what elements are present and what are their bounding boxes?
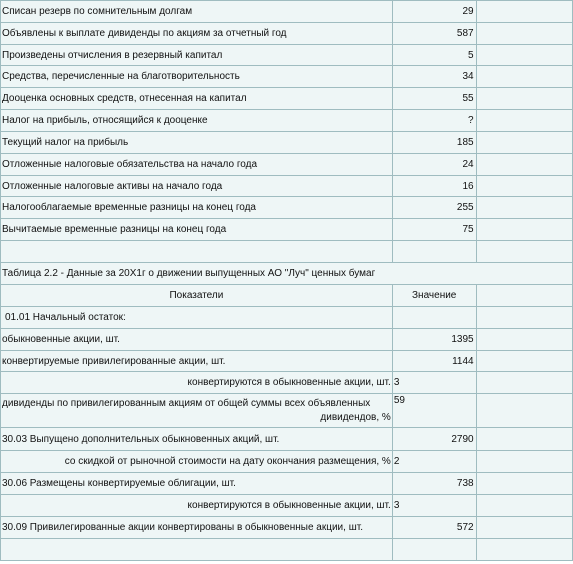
table-row	[1, 176, 573, 197]
cell-empty[interactable]	[476, 154, 572, 176]
cell-label[interactable]: Дооценка основных средств, отнесенная на капитал	[1, 88, 393, 110]
cell-value[interactable]: 587	[392, 23, 476, 45]
table-row	[1, 351, 573, 372]
cell-empty[interactable]	[476, 285, 572, 307]
cell-label[interactable]: Текущий налог на прибыль	[1, 132, 393, 154]
table-row	[1, 539, 573, 561]
cell-value[interactable]: 75	[392, 219, 476, 241]
cell-label[interactable]: конвертируются в обыкновенные акции, шт.	[1, 372, 393, 394]
table-row	[1, 307, 573, 329]
cell-empty[interactable]	[476, 88, 572, 110]
cell-value[interactable]: 2	[392, 451, 476, 473]
cell-label[interactable]: 01.01 Начальный остаток:	[1, 307, 393, 329]
cell-label-line1: дивиденды по привилегированным акциям от общей суммы всех объявленных	[2, 397, 371, 409]
table-row	[1, 372, 573, 394]
cell-empty[interactable]	[476, 241, 572, 263]
table-row	[1, 88, 573, 110]
table-row	[1, 1, 573, 23]
table-row	[1, 473, 573, 495]
table-row	[1, 241, 573, 263]
cell-value[interactable]: 3	[392, 372, 476, 394]
table-row	[1, 23, 573, 45]
cell-empty[interactable]	[1, 539, 393, 561]
cell-label-multiline[interactable]	[1, 394, 393, 428]
cell-label[interactable]: Средства, перечисленные на благотворительность	[1, 66, 393, 88]
cell-value[interactable]: 255	[392, 197, 476, 219]
cell-empty[interactable]	[476, 219, 572, 241]
cell-empty[interactable]	[476, 372, 572, 394]
cell-empty[interactable]	[476, 495, 572, 517]
cell-empty[interactable]	[392, 539, 476, 561]
cell-empty[interactable]	[476, 132, 572, 154]
table-row	[1, 66, 573, 88]
cell-label[interactable]: конвертируются в обыкновенные акции, шт.	[1, 495, 393, 517]
cell-value[interactable]: 572	[392, 517, 476, 539]
cell-label[interactable]: обыкновенные акции, шт.	[1, 329, 393, 351]
cell-label[interactable]: Вычитаемые временные разницы на конец года	[1, 219, 393, 241]
cell-empty[interactable]	[476, 176, 572, 197]
cell-value[interactable]: 5	[392, 45, 476, 66]
table-row	[1, 110, 573, 132]
table-row	[1, 154, 573, 176]
cell-empty[interactable]	[476, 539, 572, 561]
table-title[interactable]: Таблица 2.2 - Данные за 20Х1г о движении выпущенных АО "Луч" ценных бумаг	[1, 263, 573, 285]
cell-empty[interactable]	[476, 23, 572, 45]
cell-value[interactable]: 3	[392, 495, 476, 517]
cell-empty[interactable]	[476, 307, 572, 329]
cell-empty[interactable]	[476, 329, 572, 351]
cell-label[interactable]: 30.03 Выпущено дополнительных обыкновенных акций, шт.	[1, 428, 393, 451]
cell-label[interactable]: Отложенные налоговые обязательства на начало года	[1, 154, 393, 176]
cell-empty[interactable]	[476, 473, 572, 495]
table-row	[1, 394, 573, 428]
cell-value[interactable]: 29	[392, 1, 476, 23]
cell-label[interactable]: Отложенные налоговые активы на начало года	[1, 176, 393, 197]
cell-label[interactable]: конвертируемые привилегированные акции, шт.	[1, 351, 393, 372]
cell-empty[interactable]	[392, 241, 476, 263]
table-row	[1, 329, 573, 351]
cell-empty[interactable]	[476, 1, 572, 23]
cell-value[interactable]: 1395	[392, 329, 476, 351]
cell-value[interactable]	[392, 307, 476, 329]
cell-empty[interactable]	[476, 451, 572, 473]
cell-value[interactable]: 185	[392, 132, 476, 154]
cell-empty[interactable]	[476, 45, 572, 66]
cell-value[interactable]: 24	[392, 154, 476, 176]
cell-value[interactable]: 738	[392, 473, 476, 495]
cell-value[interactable]: 2790	[392, 428, 476, 451]
table-row	[1, 428, 573, 451]
cell-empty[interactable]	[476, 394, 572, 428]
cell-empty[interactable]	[476, 66, 572, 88]
cell-label[interactable]: Произведены отчисления в резервный капитал	[1, 45, 393, 66]
table-row	[1, 45, 573, 66]
table-row	[1, 219, 573, 241]
column-header-indicators[interactable]: Показатели	[1, 285, 393, 307]
table-row	[1, 517, 573, 539]
cell-empty[interactable]	[476, 517, 572, 539]
cell-label-line2: дивидендов, %	[320, 411, 391, 423]
cell-empty[interactable]	[476, 351, 572, 372]
table-row	[1, 132, 573, 154]
column-header-value[interactable]: Значение	[392, 285, 476, 307]
table-header-row	[1, 285, 573, 307]
cell-value[interactable]: 1144	[392, 351, 476, 372]
cell-value[interactable]: 55	[392, 88, 476, 110]
cell-value[interactable]: 16	[392, 176, 476, 197]
table-row	[1, 451, 573, 473]
cell-label[interactable]: Объявлены к выплате дивиденды по акциям за отчетный год	[1, 23, 393, 45]
table-title-row	[1, 263, 573, 285]
cell-empty[interactable]	[476, 197, 572, 219]
cell-label[interactable]: Налогооблагаемые временные разницы на конец года	[1, 197, 393, 219]
cell-empty[interactable]	[1, 241, 393, 263]
cell-value[interactable]: ?	[392, 110, 476, 132]
cell-label[interactable]: 30.09 Привилегированные акции конвертированы в обыкновенные акции, шт.	[1, 517, 393, 539]
cell-value[interactable]: 34	[392, 66, 476, 88]
table-row	[1, 495, 573, 517]
cell-label[interactable]: со скидкой от рыночной стоимости на дату окончания размещения, %	[1, 451, 393, 473]
cell-empty[interactable]	[476, 110, 572, 132]
cell-label[interactable]: Налог на прибыль, относящийся к дооценке	[1, 110, 393, 132]
cell-label[interactable]: 30.06 Размещены конвертируемые облигации, шт.	[1, 473, 393, 495]
cell-empty[interactable]	[476, 428, 572, 451]
cell-value[interactable]: 59	[392, 394, 476, 428]
cell-label[interactable]: Списан резерв по сомнительным долгам	[1, 1, 393, 23]
table-row	[1, 197, 573, 219]
